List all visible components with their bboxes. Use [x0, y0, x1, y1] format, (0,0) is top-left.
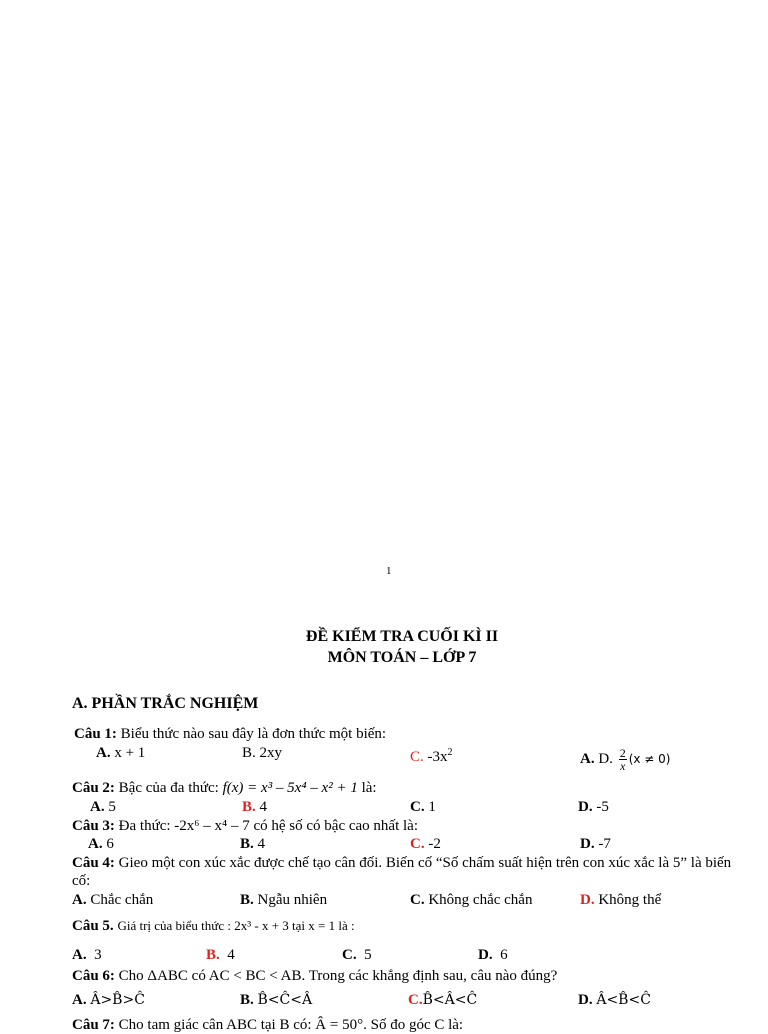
q2-option-b[interactable]: B. 4	[242, 799, 268, 815]
polynomial-formula: f(x) = x³ – 5x⁴ – x² + 1	[222, 780, 358, 796]
q5-option-d[interactable]: D. 6	[478, 947, 508, 963]
q5-option-a[interactable]: A. 3	[72, 947, 102, 963]
q2-option-d[interactable]: D. -5	[578, 799, 609, 815]
q5-option-c[interactable]: C. 5	[342, 947, 372, 963]
q6-option-b[interactable]: B. B̂<Ĉ<Â	[240, 992, 313, 1008]
q1-option-c[interactable]: C. $-3x^2$	[410, 747, 453, 765]
question-label: Câu 1:	[74, 726, 117, 742]
q1-option-b[interactable]: B. 2xy	[242, 745, 283, 761]
q4-option-c[interactable]: C. Không chắc chắn	[410, 892, 533, 908]
question-1	[74, 725, 386, 743]
q1-option-d[interactable]: A. D. $\frac{2}{x}$ (x ≠ 0)	[580, 746, 671, 774]
section-heading: A. PHẦN TRẮC NGHIỆM	[72, 695, 259, 712]
q3-option-c[interactable]: C. -2	[410, 836, 441, 852]
question-2: Câu 2: Bậc của đa thức: f(x) = x³ – 5x⁴ – x² + 1 là:	[72, 780, 377, 796]
q3-option-d[interactable]: D. -7	[580, 836, 611, 852]
page-title: ĐỀ KIỂM TRA CUỐI KÌ II	[305, 628, 499, 645]
question-5: Câu 5. Giá trị của biểu thức : 2x³ - x + 3 tại x = 1 là :	[72, 918, 355, 934]
q5-option-b[interactable]: B. 4	[206, 947, 235, 963]
q6-option-c[interactable]: C.B̂<Â<Ĉ	[408, 992, 478, 1008]
question-6: Câu 6: Cho ΔABC có AC < BC < AB. Trong các khẳng định sau, câu nào đúng?	[72, 968, 558, 984]
question-7: Câu 7: Cho tam giác cân ABC tại B có: Â = 50°. Số đo góc C là:	[72, 1017, 464, 1033]
page-subtitle: MÔN TOÁN – LỚP 7	[327, 649, 477, 666]
q3-option-b[interactable]: B. 4	[240, 836, 266, 852]
q4-option-d[interactable]: D. Không thể	[580, 892, 662, 908]
fraction: $\frac{2}{x}$	[619, 746, 626, 774]
q2-option-c[interactable]: C. 1	[410, 799, 436, 815]
question-3: Câu 3: Đa thức: -2x⁶ – x⁴ – 7 có hệ số có bậc cao nhất là:	[72, 818, 418, 834]
q4-option-b[interactable]: B. Ngẫu nhiên	[240, 892, 328, 908]
question-text: Biểu thức nào sau đây là đơn thức một biến:	[120, 726, 387, 742]
q4-option-a[interactable]: A. Chắc chắn	[72, 892, 154, 908]
q1-option-a[interactable]: A. x + 1	[96, 745, 146, 761]
q3-option-a[interactable]: A. 6	[88, 836, 114, 852]
q6-option-d[interactable]: D. Â<B̂<Ĉ	[578, 992, 651, 1008]
page-number: 1	[386, 565, 392, 577]
q6-option-a[interactable]: A. Â>B̂>Ĉ	[72, 992, 145, 1008]
question-4: Câu 4: Gieo một con xúc xắc được chế tạo cân đối. Biến cố “Số chấm suất hiện trên con xúc xắc là 5” là biến cố:	[72, 855, 732, 889]
q2-option-a[interactable]: A. 5	[90, 799, 116, 815]
